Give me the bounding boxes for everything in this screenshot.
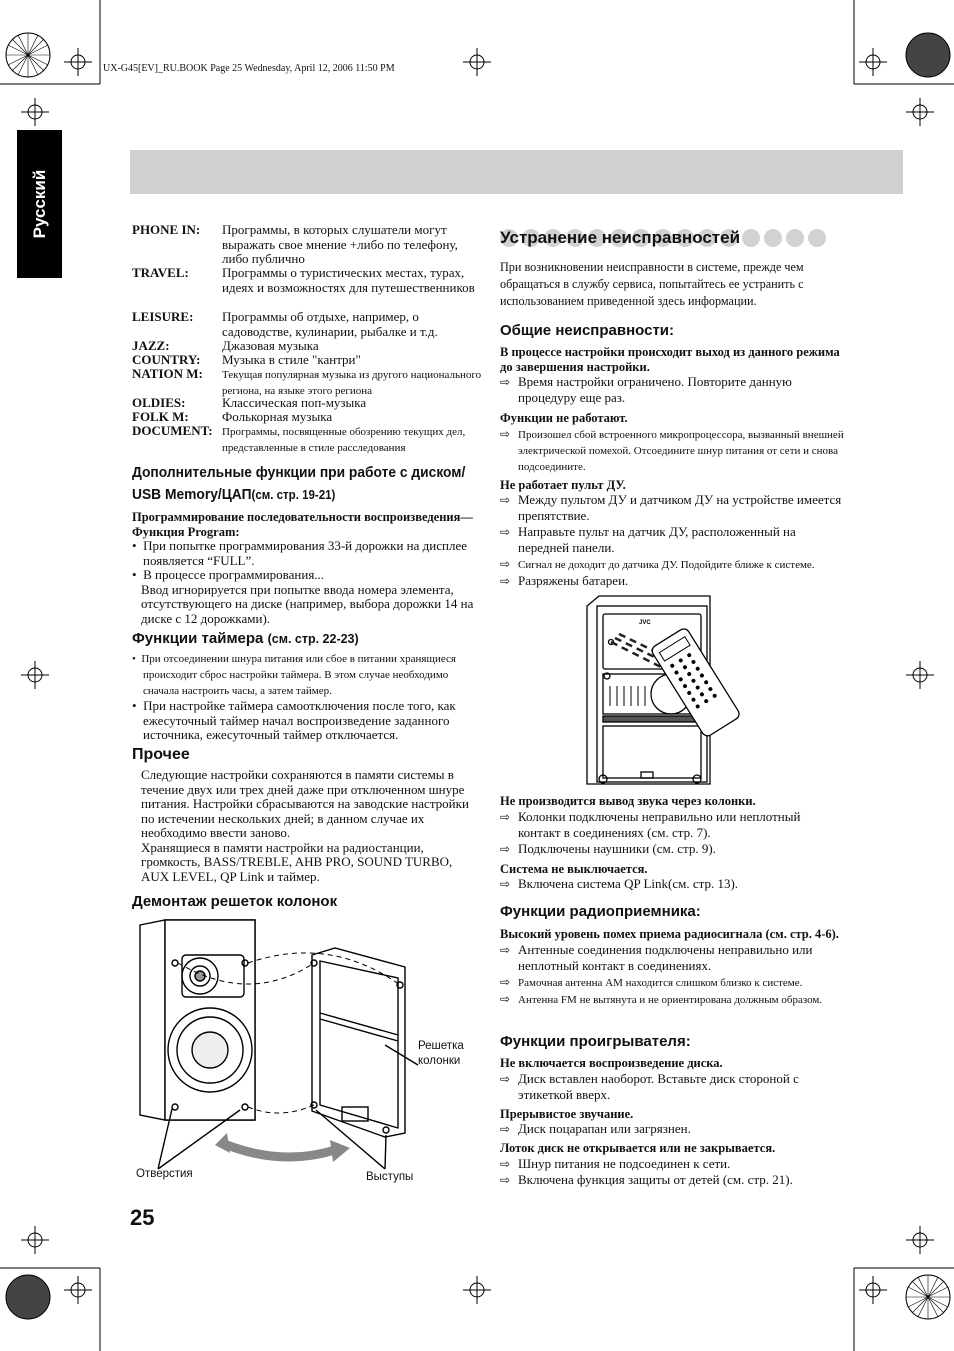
r1-title: Высокий уровень помех приема радиосигнала (см. стр. 4-6). <box>500 927 839 941</box>
program-bullet-2-cont: Ввод игнорируется при попытке ввода номера элемента, отсутствующего на диске (например, выбора дорожки 14 на диске с 12 дорожками). <box>141 581 474 626</box>
troubleshooting-title-row <box>500 227 845 249</box>
disc-functions-section <box>132 462 482 626</box>
p3-answer-1: ⇨ Шнур питания не подсоединен к сети. <box>500 1155 731 1171</box>
troubleshooting-title: Устранение неисправностей <box>500 228 741 247</box>
glossary-def: Программы об отдыхе, например, о садоводстве, кулинарии, рыбалке и т.д. <box>222 309 438 339</box>
glossary-item <box>132 266 482 295</box>
glossary-term: OLDIES: <box>132 395 186 410</box>
g3-answer-1: ⇨ Между пультом ДУ и датчиком ДУ на устройстве имеется препятствие. <box>500 492 842 523</box>
other-heading: Прочее <box>132 746 190 763</box>
glossary-item <box>132 223 482 267</box>
glossary-term: COUNTRY: <box>132 352 201 367</box>
g5-answer-1: ⇨ Включена система QP Link(см. стр. 13). <box>500 876 739 891</box>
header-band <box>130 150 903 194</box>
g1-answer: ⇨ Время настройки ограничено. Повторите данную процедуру еще раз. <box>500 374 792 405</box>
general-section <box>500 322 845 589</box>
r1-answer-1-text: Антенные соединения подключены неправильно или неплотный контакт в соединениях. <box>518 942 813 973</box>
glossary-def: Музыка в стиле "кантри" <box>222 352 361 367</box>
glossary-def: Программы, в которых слушатели могут выражать свое мнение +либо по телефону, либо публично <box>222 222 458 266</box>
glossary-def: Программы, посвященные обозрению текущих дел, представленные в стиле расследования <box>222 426 466 454</box>
g3-answer-4-text: Разряжены батареи. <box>518 573 629 588</box>
print-header-line: UX-G45[EV]_RU.BOOK Page 25 Wednesday, April 12, 2006 11:50 PM <box>103 63 395 74</box>
disc-heading-ref: (см. стр. 19-21) <box>251 488 336 502</box>
holes-caption: Отверстия <box>136 1168 193 1180</box>
timer-bullet-2-text: При настройке таймера самоотключения после того, как ежесуточный таймер начал воспроизведение заданного источника, ежесуточный таймер отключается. <box>143 698 456 742</box>
language-tab-label: Русский <box>29 169 49 239</box>
r1-answer-2-text: Рамочная антенна AM находится слишком близко к системе. <box>518 977 803 989</box>
g3-answer-3: ⇨ Сигнал не доходит до датчика ДУ. Подойдите ближе к системе. <box>500 557 815 571</box>
player-section <box>500 1033 845 1188</box>
p1-answer-1-text: Диск вставлен наоборот. Вставьте диск стороной с этикеткой вверх. <box>518 1070 799 1102</box>
radio-heading: Функции радиоприемника: <box>500 903 701 920</box>
program-bullet-2: • В процессе программирования... <box>132 567 325 582</box>
p1-title: Не включается воспроизведение диска. <box>500 1056 723 1070</box>
g4-answer-1-text: Колонки подключены неправильно или неплотный контакт в соединениях (см. стр. 7). <box>518 808 801 840</box>
r1-answer-3-text: Антенна FM не вытянута и не ориентирована должным образом. <box>518 994 823 1006</box>
g2-answer-text: Произошел сбой встроенного микропроцессора, вызванный внешней электрической помехой. Отсоедините шнур питания от сети и снова подсоедините. <box>518 428 844 473</box>
g3-answer-4: ⇨ Разряжены батареи. <box>500 573 629 588</box>
g1-title: В процессе настройки происходит выход из данного режима до завершения настройки. <box>500 345 840 374</box>
g2-answer: ⇨ Произошел сбой встроенного микропроцессора, вызванный внешней электрической помехой. Отсоедините шнур питания от сети и снова подсоедините. <box>500 426 844 473</box>
program-bullet-1-text: При попытке программирования 33-й дорожки на дисплее появляется “FULL”. <box>143 538 467 568</box>
g4-answer-2-text: Подключены наушники (см. стр. 9). <box>518 840 716 856</box>
disc-heading-b: USB Memory/ЦАП <box>132 486 252 503</box>
glossary-item <box>132 424 482 456</box>
other-section <box>132 746 482 884</box>
g4-answer-2: ⇨ Подключены наушники (см. стр. 9). <box>500 840 716 856</box>
device-logo: JVC <box>639 620 651 626</box>
p2-answer-1: ⇨ Диск поцарапан или загрязнен. <box>500 1121 691 1136</box>
glossary-item <box>132 310 482 339</box>
timer-heading: Функции таймера <box>132 630 264 647</box>
glossary-term: NATION M: <box>132 366 203 381</box>
p3-title: Лоток диск не открывается или не закрывается. <box>500 1141 776 1155</box>
glossary-def: Джазовая музыка <box>222 338 319 353</box>
g2-title: Функции не работают. <box>500 411 628 425</box>
p2-title: Прерывистое звучание. <box>500 1106 634 1121</box>
r1-answer-2: ⇨ Рамочная антенна AM находится слишком близко к системе. <box>500 975 803 989</box>
program-bullet-1: • При попытке программирования 33-й дорожки на дисплее появляется “FULL”. <box>132 538 467 568</box>
general-section-cont <box>500 794 845 892</box>
timer-bullet-1-text: При отсоединении шнура питания или сбое в питании хранящиеся происходит сброс настройки таймера. В этом случае необходимо сначала настроить часы, а затем таймер. <box>141 653 456 697</box>
glossary-term: TRAVEL: <box>132 265 189 280</box>
glossary-term: DOCUMENT: <box>132 423 213 438</box>
r1-answer-1: ⇨ Антенные соединения подключены неправильно или неплотный контакт в соединениях. <box>500 942 813 973</box>
g1-answer-text: Время настройки ограничено. Повторите данную процедуру еще раз. <box>518 374 792 405</box>
player-heading: Функции проигрывателя: <box>500 1033 691 1050</box>
g4-title: Не производится вывод звука через колонки. <box>500 794 756 808</box>
device-remote-illustration <box>585 594 775 789</box>
g3-title: Не работает пульт ДУ. <box>500 477 626 492</box>
radio-section <box>500 903 845 1008</box>
glossary-term: LEISURE: <box>132 309 194 324</box>
p3-answer-1-text: Шнур питания не подсоединен к сети. <box>518 1155 731 1171</box>
timer-heading-ref: (см. стр. 22-23) <box>267 632 359 646</box>
tabs-caption: Выступы <box>366 1171 414 1183</box>
program-bullet-2-text: В процессе программирования... <box>143 567 325 582</box>
other-paragraph-1: Следующие настройки сохраняются в памяти системы в течение двух или трех дней даже при отключенном шнуре питания. Настройки сбрасываются на заводские настройки по истечении нескольких дней; в данном случае их необходимо ввести заново. <box>141 767 469 840</box>
glossary-term: JAZZ: <box>132 338 170 353</box>
g3-answer-3-text: Сигнал не доходит до датчика ДУ. Подойдите ближе к системе. <box>518 559 815 571</box>
other-paragraph-2: Хранящиеся в памяти настройки на радиостанции, громкость, BASS/TREBLE, AHB PRO, SOUND TURBO, AUX LEVEL, QP Link и таймер. <box>141 839 453 884</box>
timer-section <box>132 630 482 743</box>
glossary-term: FOLK M: <box>132 409 189 424</box>
timer-bullet-2: • При настройке таймера самоотключения после того, как ежесуточный таймер начал воспроизведение заданного источника, ежесуточный таймер отключается. <box>132 698 456 742</box>
glossary-def: Классическая поп-музыка <box>222 395 367 410</box>
p1-answer-1: ⇨ Диск вставлен наоборот. Вставьте диск стороной с этикеткой вверх. <box>500 1070 799 1102</box>
p2-answer-1-text: Диск поцарапан или загрязнен. <box>518 1121 691 1136</box>
timer-bullet-1: • При отсоединении шнура питания или сбое в питании хранящиеся происходит сброс настройки таймера. В этом случае необходимо сначала настроить часы, а затем таймер. <box>132 653 456 697</box>
g3-answer-1-text: Между пультом ДУ и датчиком ДУ на устройстве имеется препятствие. <box>518 492 842 523</box>
glossary-def: Программы о туристических местах, турах, идеях и возможностях для путешественников <box>222 265 475 295</box>
grille-heading: Демонтаж решеток колонок <box>132 893 338 910</box>
troubleshooting-intro: При возникновении неисправности в системе, прежде чем обращаться в службу сервиса, попытайтесь ее устранить с использованием приведенной здесь информации. <box>500 260 804 308</box>
p3-answer-2-text: Включена функция защиты от детей (см. стр. 21). <box>518 1171 793 1187</box>
glossary-term: PHONE IN: <box>132 222 201 237</box>
disc-heading-a: Дополнительные функции при работе с диском/ <box>132 464 466 481</box>
g5-answer-1-text: Включена система QP Link(см. стр. 13). <box>518 876 739 891</box>
p3-answer-2: ⇨ Включена функция защиты от детей (см. стр. 21). <box>500 1171 793 1187</box>
glossary-def: Текущая популярная музыка из другого национального региона, на языке этого региона <box>222 369 482 397</box>
glossary-def: Фолькорная музыка <box>222 409 333 424</box>
r1-answer-3: ⇨ Антенна FM не вытянута и не ориентирована должным образом. <box>500 992 823 1006</box>
g3-answer-2-text: Направьте пульт на датчик ДУ, расположенный на передней панели. <box>518 524 796 555</box>
g5-title: Система не выключается. <box>500 861 648 876</box>
page-number: 25 <box>130 1205 155 1230</box>
program-title: Программирование последовательности воспроизведения—Функция Program: <box>132 510 473 539</box>
g4-answer-1: ⇨ Колонки подключены неправильно или неплотный контакт в соединениях (см. стр. 7). <box>500 808 801 840</box>
general-heading: Общие неисправности: <box>500 322 675 339</box>
grille-caption: Решетка колонки <box>418 1040 464 1067</box>
g3-answer-2: ⇨ Направьте пульт на датчик ДУ, расположенный на передней панели. <box>500 524 796 555</box>
language-tab <box>17 130 62 278</box>
